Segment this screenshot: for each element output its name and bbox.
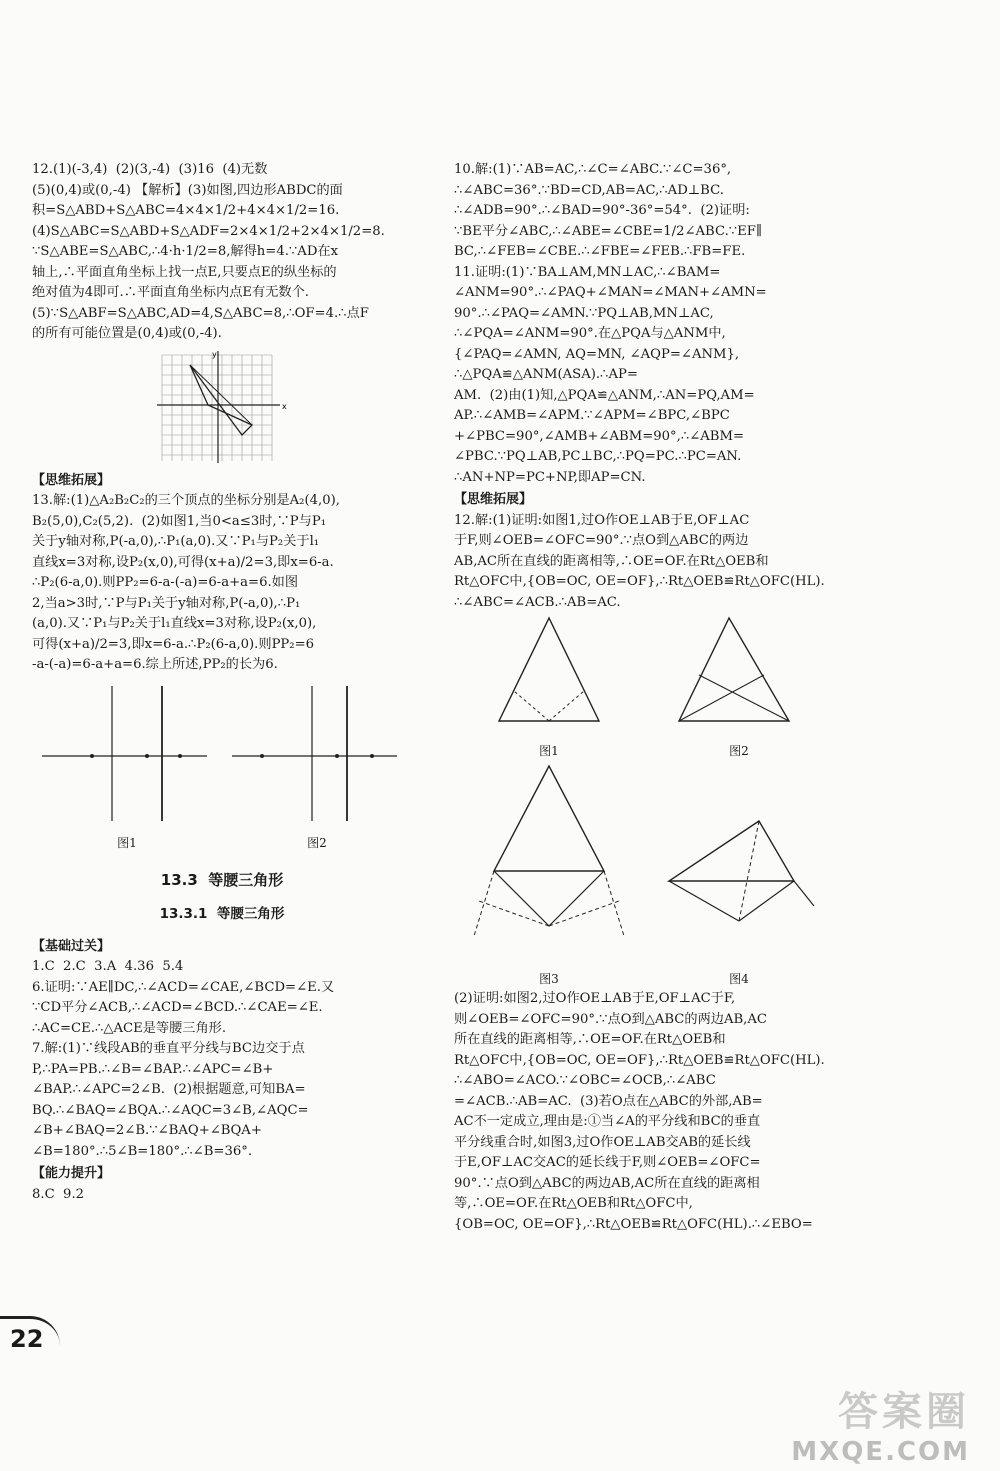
text-line: ∴∠PQA=∠ANM=90°.在△PQA与△ANM中,	[454, 326, 726, 341]
text-line: ∴∠ABC=∠ACB.∴AB=AC.	[454, 594, 621, 610]
text-line: +∠PBC=90°,∠AMB+∠ABM=90°,∴∠ABM=	[454, 428, 745, 444]
text-line: 轴上,∴平面直角坐标上找一点E,只要点E的纵坐标的	[32, 264, 337, 280]
triangle-figure-1	[479, 613, 619, 733]
text-line: 2,当a>3时,∵P与P₁关于y轴对称,P(-a,0),∴P₁	[32, 595, 301, 611]
text-line: BQ.∴∠BAQ=∠BQA.∴∠AQC=3∠B,∠AQC=	[32, 1102, 309, 1118]
q12-block	[32, 160, 412, 345]
text-line: ∴AN+NP=PC+NP,即AP=CN.	[454, 469, 646, 485]
text-line: 90°.∴∠PAQ=∠AMN.∵PQ⊥AB,MN⊥AC,	[454, 305, 714, 321]
figure-caption: 图1	[539, 743, 559, 758]
text-line: {∠PAQ=∠AMN, AQ=MN, ∠AQP=∠ANM}, ∴△PQA≌△ANM(ASA).∴AP=	[454, 346, 744, 382]
text-line: AC不一定成立,理由是:①当∠A的平分线和BC的垂直	[454, 1114, 761, 1129]
text-line: 13.解:(1)△A₂B₂C₂的三个顶点的坐标分别是A₂(4,0),	[32, 493, 340, 508]
text-line: P,∴PA=PB.∴∠B=∠BAP.∴∠APC=∠B+	[32, 1061, 274, 1077]
text-line: (2)证明:如图2,过O作OE⊥AB于E,OF⊥AC于F,	[454, 991, 736, 1006]
text-line: 直线x=3对称,设P₂(x,0),可得(x+a)/2=3,即x=6-a.	[32, 554, 334, 570]
text-line: (5)∵S△ABF=S△ABC,AD=4,S△ABC=8,∴OF=4.∴点F	[32, 305, 369, 321]
triangle-figure-2	[669, 613, 809, 733]
text-line: 12.(1)(-3,4) (2)(3,-4) (3)16 (4)无数	[32, 162, 268, 177]
subsection-title: 13.3.1 等腰三角形	[159, 906, 285, 922]
triangle-figure-4	[654, 761, 824, 961]
text-line: Rt△OFC中,{OB=OC, OE=OF},∴Rt△OEB≌Rt△OFC(HL).	[454, 1052, 825, 1068]
text-line: ∵CD平分∠ACB,∴∠ACD=∠BCD.∴∠CAE=∠E.	[32, 1000, 323, 1015]
text-line: ∴P₂(6-a,0).则PP₂=6-a-(-a)=6-a+a=6.如图	[32, 575, 299, 590]
text-line: =∠ACB.∴AB=AC. (3)若O点在△ABC的外部,AB=	[454, 1093, 763, 1109]
text-line: 积=S△ABD+S△ABC=4×4×1/2+4×4×1/2=16.	[32, 203, 340, 218]
q13-block	[32, 491, 412, 676]
q12-figures-top	[454, 613, 834, 761]
text-line: ∴∠ABC=36°.∵BD=CD,AB=AC,∴AD⊥BC.	[454, 182, 724, 198]
text-line: ∵BE平分∠ABC,∴∠ABE=∠CBE=1/2∠ABC.∵EF∥	[454, 223, 763, 239]
text-line: 6.证明:∵AE∥DC,∴∠ACD=∠CAE,∠BCD=∠E.又	[32, 979, 335, 995]
right-column	[454, 160, 834, 1235]
watermark-text: 答案圈	[838, 1389, 970, 1435]
page-number: 22	[0, 1316, 60, 1356]
q12b-block	[454, 989, 834, 1235]
section-heading: 【基础过关】	[32, 938, 111, 954]
text-line: 于E,OF⊥AC交AC的延长线于F,则∠OEB=∠OFC=	[454, 1155, 761, 1170]
text-line: ∠B=180°.∴5∠B=180°.∴∠B=36°.	[32, 1143, 253, 1159]
triangle-figure-3	[464, 761, 634, 961]
section-heading: 【能力提升】	[32, 1166, 111, 1181]
text-line: 1.C 2.C 3.A 4.36 5.4	[32, 959, 184, 974]
text-line: BC,∴∠FEB=∠CBE.∴∠FBE=∠FEB.∴FB=FE.	[454, 244, 746, 259]
figure-caption: 图1	[117, 836, 137, 850]
text-line: {OB=OC, OE=OF},∴Rt△OEB≌Rt△OFC(HL).∴∠EBO=	[454, 1216, 813, 1232]
text-line: (a,0).又∵P₁与P₂关于l₁直线x=3对称,设P₂(x,0),	[32, 616, 317, 631]
q12-block	[454, 511, 834, 614]
q13-figures	[32, 676, 412, 854]
text-line: 7.解:(1)∵线段AB的垂直平分线与BC边交于点	[32, 1041, 305, 1056]
text-line: 则∠OEB=∠OFC=90°.∵点O到△ABC的两边AB,AC	[454, 1011, 767, 1027]
text-line: AP.∴∠AMB=∠APM.∵∠APM=∠BPC,∠BPC	[454, 408, 730, 423]
basic-block	[32, 957, 412, 1162]
section-title: 13.3 等腰三角形	[160, 870, 284, 889]
figure-caption: 图2	[729, 743, 749, 758]
text-line: 可得(x+a)/2=3,即x=6-a.∴P₂(6-a,0).则PP₂=6	[32, 636, 315, 652]
text-line: 11.证明:(1)∵BA⊥AM,MN⊥AC,∴∠BAM=	[454, 264, 721, 280]
text-line: ∴∠ABO=∠ACO.∵∠OBC=∠OCB,∴∠ABC	[454, 1073, 716, 1088]
text-line: -a-(-a)=6-a+a=6.综上所述,PP₂的长为6.	[32, 657, 278, 672]
q10-block	[454, 160, 834, 263]
left-column	[32, 160, 412, 1205]
q12-grid-figure	[32, 349, 412, 467]
text-line: ∠BAP.∴∠APC=2∠B. (2)根据题意,可知BA=	[32, 1082, 306, 1097]
text-line: 平分线重合时,如图3,过O作OE⊥AB交AB的延长线	[454, 1134, 751, 1150]
text-line: AM. (2)由(1)知,△PQA≌△ANM,∴AN=PQ,AM=	[454, 387, 755, 403]
text-line: AB,AC所在直线的距离相等,∴OE=OF.在Rt△OEB和	[454, 553, 769, 569]
text-line: 所在直线的距离相等,∴OE=OF.在Rt△OEB和	[454, 1032, 726, 1047]
svg-text:y: y	[212, 349, 217, 359]
q13-figure-1	[42, 676, 212, 826]
figure-caption: 图2	[307, 836, 327, 850]
q12-figures-bottom	[454, 761, 834, 989]
text-line: ∠PBC.∵PQ⊥AB,PC⊥BC,∴PQ=PC.∴PC=AN.	[454, 449, 742, 464]
q11-block	[454, 263, 834, 489]
text-line: ∴AC=CE.∴△ACE是等腰三角形.	[32, 1020, 227, 1036]
section-heading: 【思维拓展】	[454, 492, 533, 507]
text-line: B₂(5,0),C₂(5,2). (2)如图1,当0<a≤3时,∵P与P₁	[32, 513, 327, 529]
text-line: 12.解:(1)证明:如图1,过O作OE⊥AB于E,OF⊥AC	[454, 512, 750, 528]
watermark	[791, 1380, 970, 1467]
text-line: 的所有可能位置是(0,4)或(0,-4).	[32, 326, 222, 341]
text-line: ∠ANM=90°.∴∠PAQ+∠MAN=∠MAN+∠AMN=	[454, 285, 767, 300]
text-line: ∠B+∠BAQ=2∠B.∵∠BAQ+∠BQA+	[32, 1123, 262, 1138]
text-line: 8.C 9.2	[32, 1186, 85, 1202]
svg-text:x: x	[282, 401, 287, 411]
text-line: (4)S△ABC=S△ABD+S△ADF=2×4×1/2+2×4×1/2=8.	[32, 223, 385, 239]
q13-figure-2	[232, 676, 402, 826]
text-line: 10.解:(1)∵AB=AC,∴∠C=∠ABC.∵∠C=36°,	[454, 162, 732, 177]
text-line: (5)(0,4)或(0,-4) 【解析】(3)如图,四边形ABDC的面	[32, 182, 343, 198]
text-line: 等,∴OE=OF.在Rt△OEB和Rt△OFC中,	[454, 1196, 693, 1211]
text-line: 于F,则∠OEB=∠OFC=90°.∵点O到△ABC的两边	[454, 533, 749, 548]
text-line: Rt△OFC中,{OB=OC, OE=OF},∴Rt△OEB≌Rt△OFC(HL).	[454, 574, 825, 589]
figure-caption: 图4	[729, 971, 749, 986]
text-line: 关于y轴对称,P(-a,0),∴P₁(a,0).又∵P₁与P₂关于l₁	[32, 534, 320, 549]
text-line: 绝对值为4即可.∴平面直角坐标内点E有无数个.	[32, 285, 309, 300]
figure-caption: 图3	[539, 971, 559, 986]
text-line: ∴∠ADB=90°.∴∠BAD=90°-36°=54°. (2)证明:	[454, 203, 750, 218]
watermark-url: MXQE.COM	[791, 1437, 970, 1467]
text-line: ∵S△ABE=S△ABC,∴4·h·1/2=8,解得h=4.∵AD在x	[32, 244, 339, 259]
section-heading: 【思维拓展】	[32, 472, 111, 488]
text-line: 90°.∵点O到△ABC的两边AB,AC所在直线的距离相	[454, 1175, 760, 1191]
